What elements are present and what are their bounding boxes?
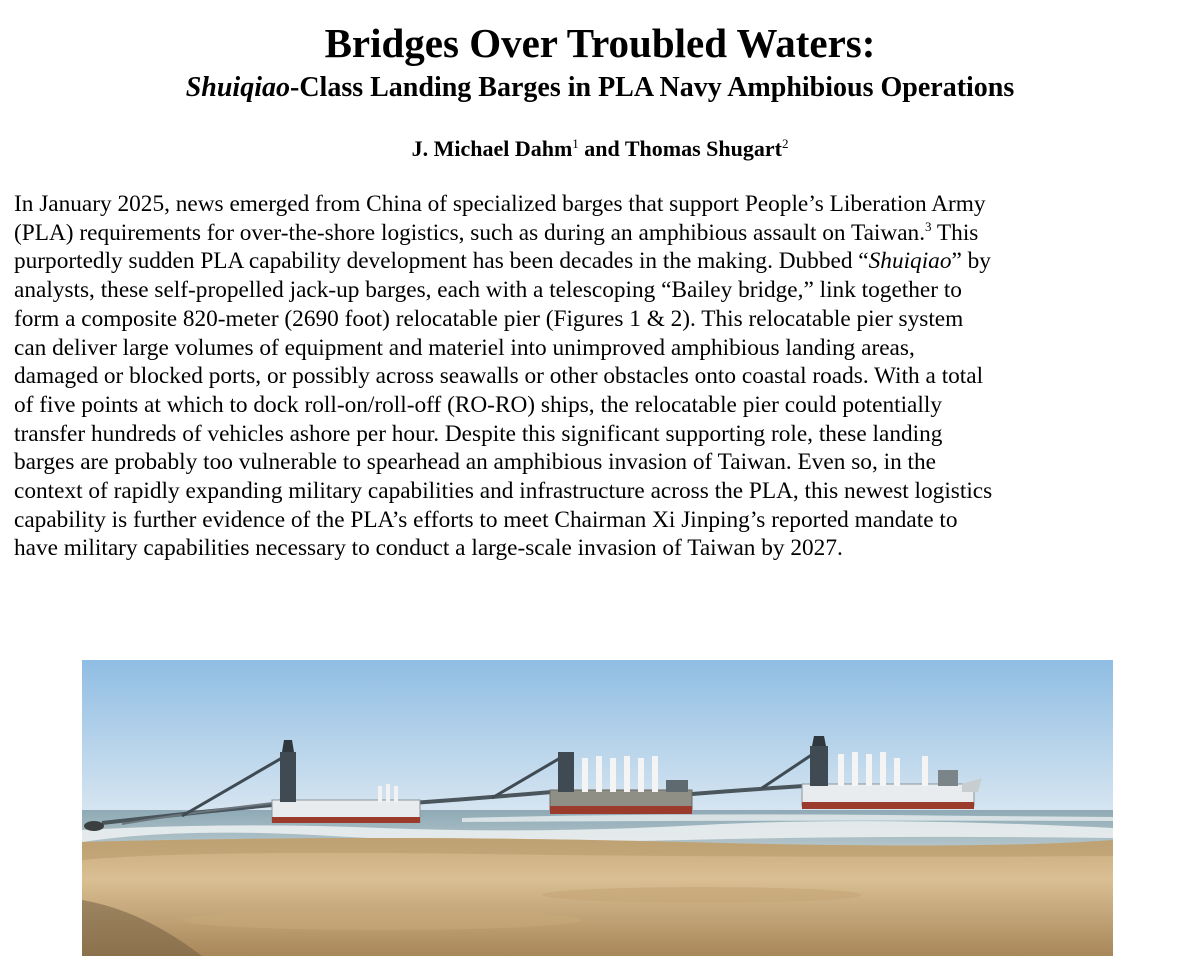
text-segment: purportedly sudden PLA capability development has been decades in the making. Dubbed “ xyxy=(14,248,869,275)
paper-title: Bridges Over Troubled Waters: xyxy=(324,20,876,66)
text-line xyxy=(14,247,1190,276)
figure-photo xyxy=(82,660,1113,956)
text-line: can deliver large volumes of equipment and materiel into unimproved amphibious landing areas, xyxy=(14,334,915,361)
paper-subtitle xyxy=(0,70,1200,106)
author-1: J. Michael Dahm xyxy=(411,136,573,161)
italic-term: Shuiqiao xyxy=(868,248,952,275)
footnote-ref-1[interactable]: 1 xyxy=(572,136,579,151)
author-2: Thomas Shugart xyxy=(624,136,782,161)
text-line: damaged or blocked ports, or possibly across seawalls or other obstacles onto coastal roads. With a total xyxy=(14,363,984,390)
text-line: analysts, these self-propelled jack-up barges, each with a telescoping “Bailey bridge,” link together to xyxy=(14,277,962,304)
text-segment: ” by xyxy=(951,248,991,275)
text-line: of five points at which to dock roll-on/roll-off (RO-RO) ships, the relocatable pier could potentially xyxy=(14,391,942,418)
subtitle-rest: -Class Landing Barges in PLA Navy Amphibious Operations xyxy=(290,72,1015,103)
footnote-ref-3[interactable]: 3 xyxy=(925,218,932,234)
text-line: transfer hundreds of vehicles ashore per hour. Despite this significant supporting role, these landing xyxy=(14,420,943,447)
text-line: In January 2025, news emerged from China of specialized barges that support People’s Liberation Army xyxy=(14,191,986,217)
text-line: have military capabilities necessary to conduct a large-scale invasion of Taiwan by 2027. xyxy=(14,535,843,562)
text-line: capability is further evidence of the PLA’s efforts to meet Chairman Xi Jinping’s reported mandate to xyxy=(14,506,958,533)
photo-landing-barges-beach-icon xyxy=(82,660,1113,956)
footnote-ref-2[interactable]: 2 xyxy=(781,136,789,151)
text-line: context of rapidly expanding military capabilities and infrastructure across the PLA, this newest logistics xyxy=(14,478,993,505)
body-paragraph xyxy=(14,190,1190,563)
author-joiner: and xyxy=(578,136,625,161)
subtitle-italic-term: Shuiqiao xyxy=(185,72,290,103)
text-segment: (PLA) requirements for over-the-shore logistics, such as during an amphibious assault on Taiwan. xyxy=(14,219,926,246)
text-line: form a composite 820-meter (2690 foot) relocatable pier (Figures 1 & 2). This relocatable pier system xyxy=(14,305,964,332)
text-line: barges are probably too vulnerable to spearhead an amphibious invasion of Taiwan. Even so, in the xyxy=(14,449,937,476)
author-line xyxy=(0,134,1200,164)
text-segment: This xyxy=(931,219,979,246)
text-line xyxy=(14,219,1190,248)
